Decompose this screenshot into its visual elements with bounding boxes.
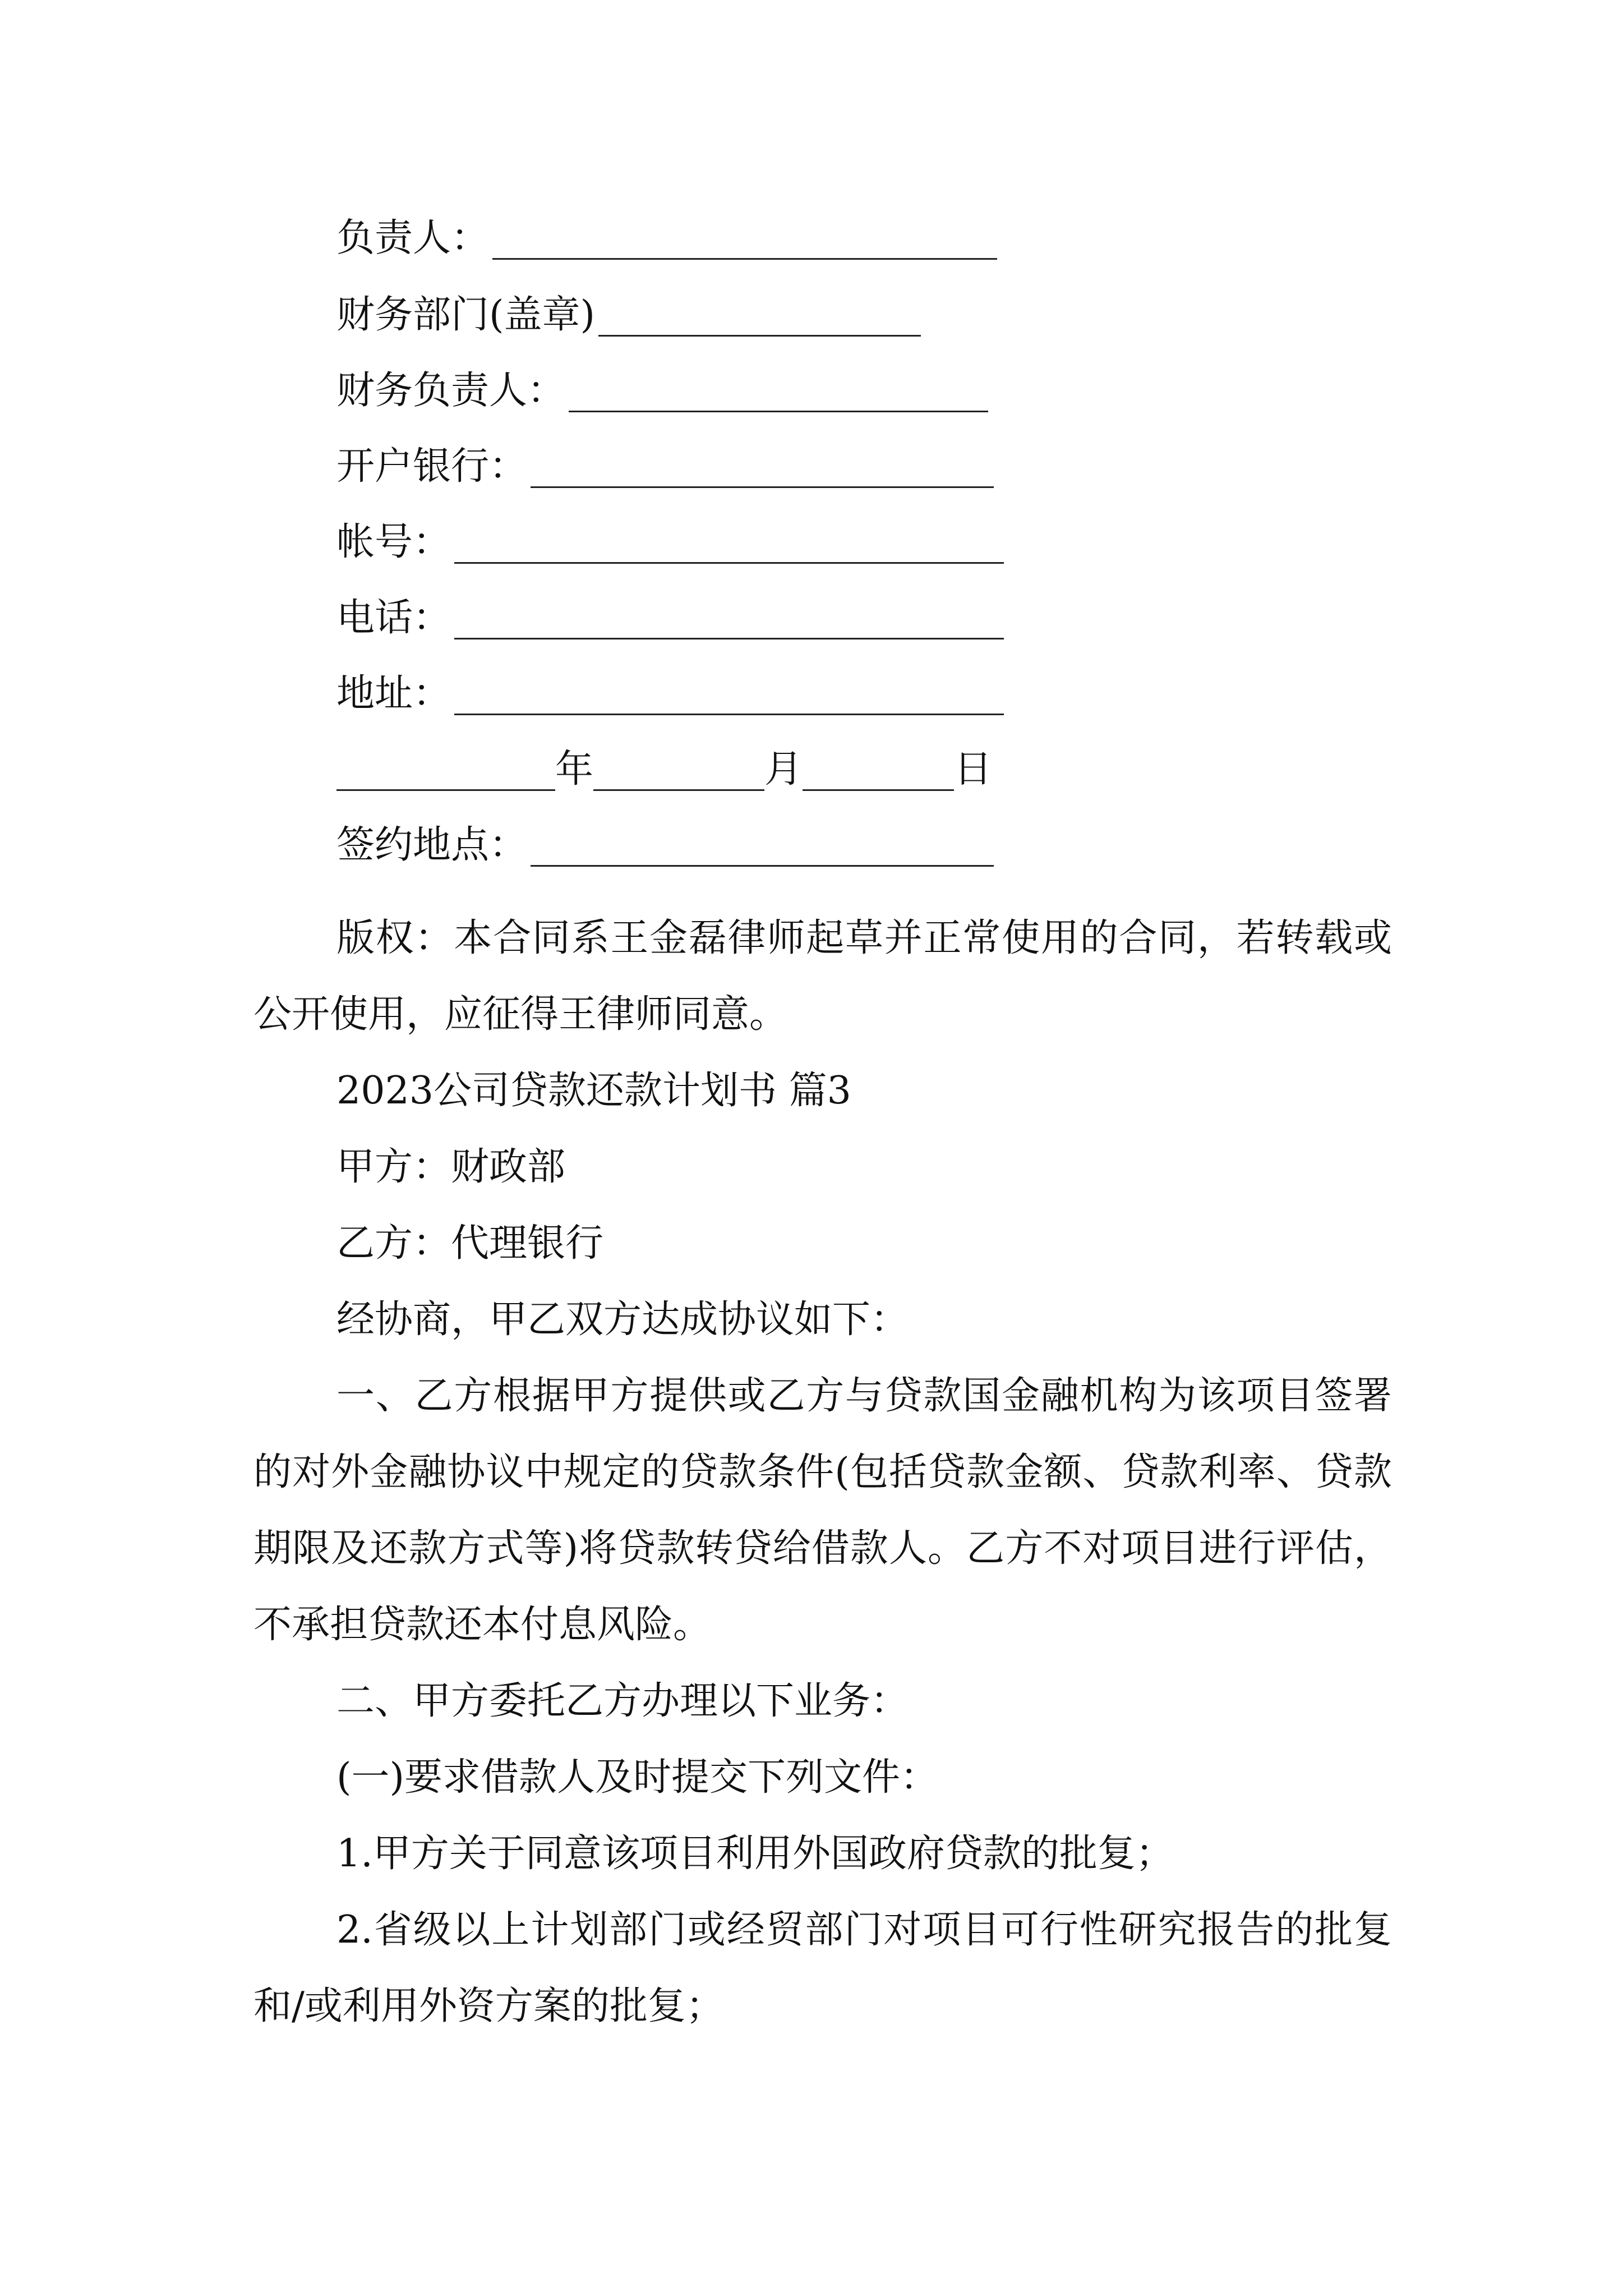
field-finance-dept-seal [336, 282, 921, 349]
party-a: 甲方：财政部 [336, 1145, 566, 1189]
list-item-2: 2.省级以上计划部门或经贸部门对项目可行性研究报告的批复和/或利用外资方案的批复； [253, 1908, 1392, 2028]
field-address [336, 660, 1004, 728]
field-label: 财务部门(盖章) [336, 293, 596, 337]
clause-1: 一、乙方根据甲方提供或乙方与贷款国金融机构为该项目签署的对外金融协议中规定的贷款条件(包括贷款金额、贷款利率、贷款期限及还款方式等)将贷款转贷给借款人。乙方不对项目进行评估，不承担贷款还本付息风险。 [253, 1374, 1392, 1647]
field-label: 开户银行： [336, 444, 528, 489]
party-b: 乙方：代理银行 [336, 1221, 604, 1266]
field-signing-place [336, 812, 994, 879]
blank-line [531, 831, 994, 867]
list-item-1: 1.甲方关于同意该项目利用外国政府贷款的批复； [336, 1832, 1174, 1876]
field-account [336, 509, 1004, 576]
field-label: 签约地点： [336, 823, 528, 867]
copyright-notice: 版权：本合同系王金磊律师起草并正常使用的合同，若转载或公开使用，应征得王律师同意。 [253, 916, 1392, 1037]
field-bank [336, 433, 994, 500]
section-title: 2023公司贷款还款计划书 篇3 [336, 1069, 851, 1113]
intro-text: 经协商，甲乙双方达成协议如下： [336, 1297, 909, 1342]
blank-line [569, 377, 988, 412]
blank-line [492, 224, 997, 260]
blank-line [598, 301, 921, 337]
field-phone [336, 585, 1004, 652]
year-label: 年 [555, 747, 594, 792]
blank-line [531, 453, 994, 488]
field-label: 帐号： [336, 520, 451, 564]
day-label: 日 [954, 747, 993, 792]
month-blank [593, 756, 764, 791]
blank-line [454, 604, 1004, 639]
clause-2-sub: (一)要求借款人及时提交下列文件： [336, 1755, 939, 1800]
day-blank [803, 756, 954, 791]
year-blank [336, 756, 555, 791]
field-label: 电话： [336, 596, 451, 640]
field-date [336, 736, 992, 803]
field-label: 财务负责人： [336, 369, 566, 413]
blank-line [454, 528, 1004, 564]
field-finance-manager [336, 357, 988, 425]
clause-2: 二、甲方委托乙方办理以下业务： [336, 1679, 909, 1723]
blank-line [454, 680, 1004, 715]
month-label: 月 [764, 747, 803, 792]
field-responsible-person [336, 205, 997, 272]
field-label: 负责人： [336, 216, 490, 260]
field-label: 地址： [336, 671, 451, 716]
